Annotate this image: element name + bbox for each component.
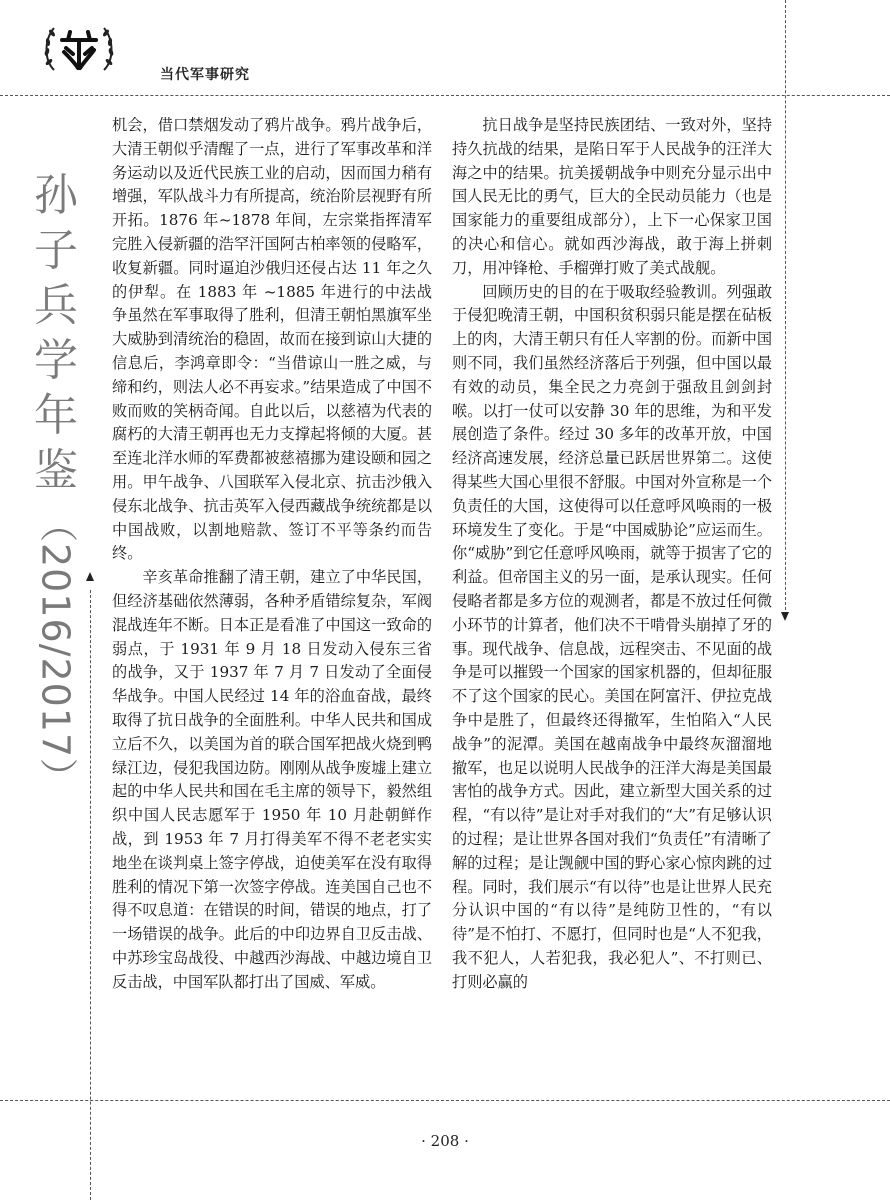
body-paragraph: 辛亥革命推翻了清王朝，建立了中华民国，但经济基础依然薄弱，各种矛盾错综复杂，军阀混战连年不断。日本正是看准了中国这一致命的弱点，于 1931 年 9 月 18 日发动入侵东三省的战争，又于 1937 年 7 月 7 日发动了全面侵华战争。中国人民经过 14 年的浴血奋战，最终取得了抗日战争的全面胜利。中华人民共和国成立后不久，以美国为首的联合国军把战火烧到鸭绿江边，侵犯我国边防。刚刚从战争废墟上建立起的中华人民共和国在毛主席的领导下，毅然组织中国人民志愿军于 1950 年 10 月赴朝鲜作战，到 1953 年 7 月打得美军不得不老老实实地坐在谈判桌上签字停战，迫使美军在没有取得胜利的情况下第一次签字停战。连美国自己也不得不叹息道：在错误的时间，错误的地点，打了一场错误的战争。此后的中印边界自卫反击战、中苏珍宝岛战役、中越西沙海战、中越边境自卫反击战，中国军队都打出了国威、军威。	[112, 568, 432, 991]
side-title-char: 学	[34, 335, 78, 386]
body-paragraph: 机会，借口禁烟发动了鸦片战争。鸦片战争后，大清王朝似乎清醒了一点，进行了军事改革和洋务运动以及近代民族工业的启动，因而国力稍有增强，军队战斗力有所提高，统治阶层视野有所开拓。1876 年~1878 年间，左宗棠指挥清军完胜入侵新疆的浩罕汗国阿古柏率领的侵略军，收复新疆。同时逼迫沙俄归还侵占达 11 年之久的伊犁。在 1883 年 ~1885 年进行的中法战争虽然在军事取得了胜利，但清王朝怕黑旗军坐大威胁到清统治的稳固，故而在接到谅山大捷的信息后，李鸿章即令：“当借谅山一胜之威，与缔和约，则法人必不再妄求。”结果造成了中国不败而败的笑柄奇闻。自此以后，以慈禧为代表的腐朽的大清王朝再也无力支撑起将倾的大厦。甚至连北洋水师的军费都被慈禧挪为建设颐和园之用。甲午战争、八国联军入侵北京、抗击沙俄入侵东北战争、抗击英军入侵西藏战争统统都是以中国战败，以割地赔款、签订不平等条约而告终。	[112, 116, 432, 563]
side-title-char: 兵	[34, 280, 78, 331]
body-paragraph: 抗日战争是坚持民族团结、一致对外，坚持持久抗战的结果，是陷日军于人民战争的汪洋大海之中的结果。抗美援朝战争中则充分显示出中国人民无比的勇气，巨大的全民动员能力（也是国家能力的重要组成部分），上下一心保家卫国的决心和信心。就如西沙海战，敢于海上拼刺刀，用冲锋枪、手榴弹打败了美式战舰。	[452, 116, 772, 277]
right-column	[452, 114, 772, 994]
page-number: · 208 ·	[421, 1132, 469, 1150]
body-paragraph: 回顾历史的目的在于吸取经验教训。列强敢于侵犯晚清王朝，中国积贫积弱只能是摆在砧板上的肉，大清王朝只有任人宰割的份。而新中国则不同，我们虽然经济落后于列强，但中国以最有效的动员，集全民之力亮剑于强敌且剑剑封喉。以打一仗可以安静 30 年的思维，为和平发展创造了条件。经过 30 多年的改革开放，中国经济高速发展，经济总量已跃居世界第二。这使得某些大国心里很不舒服。中国对外宣称是一个负责任的大国，这使得可以任意呼风唤雨的一极环境发生了变化。于是“中国威胁论”应运而生。你“威胁”到它任意呼风唤雨，就等于损害了它的利益。但帝国主义的另一面，是承认现实。任何侵略者都是多方位的观测者，都是不放过任何微小环节的计算者，他们决不干啃骨头崩掉了牙的事。现代战争、信息战，远程突击、不见面的战争是可以摧毁一个国家的国家机器的，但却征服不了这个国家的民心。美国在阿富汗、伊拉克战争中是胜了，但最终还得撤军，生怕陷入“人民战争”的泥潭。美国在越南战争中最终灰溜溜地撤军，也足以说明人民战争的汪洋大海是美国最害怕的战争方式。因此，建立新型大国关系的过程，“有以待”是让对手对我们的“大”有足够认识的过程；是让世界各国对我们“负责任”有清晰了解的过程；是让觊觎中国的野心家心惊肉跳的过程。同时，我们展示“有以待”也是让世界人民充分认识中国的“有以待”是纯防卫性的，“有以待”是不怕打、不愿打，但同时也是“人不犯我，我不犯人，人若犯我，我必犯人”、不打则已、打则必赢的	[452, 282, 772, 991]
left-margin-rule	[90, 590, 91, 1200]
yearbook-logo-icon	[40, 18, 118, 80]
side-title-year: （2016/2017）	[33, 504, 78, 798]
header-rule	[0, 95, 890, 96]
side-title-char: 子	[34, 225, 78, 276]
running-head: 当代军事研究	[160, 67, 250, 83]
side-title-char: 年	[34, 390, 78, 441]
arrow-down-icon	[781, 612, 789, 621]
side-title	[30, 168, 82, 797]
side-title-char: 鉴	[34, 445, 78, 496]
arrow-up-icon	[86, 572, 94, 581]
right-margin-rule	[785, 0, 786, 610]
side-title-char: 孙	[34, 170, 78, 221]
footer-rule	[0, 1100, 890, 1101]
left-column	[112, 114, 432, 994]
